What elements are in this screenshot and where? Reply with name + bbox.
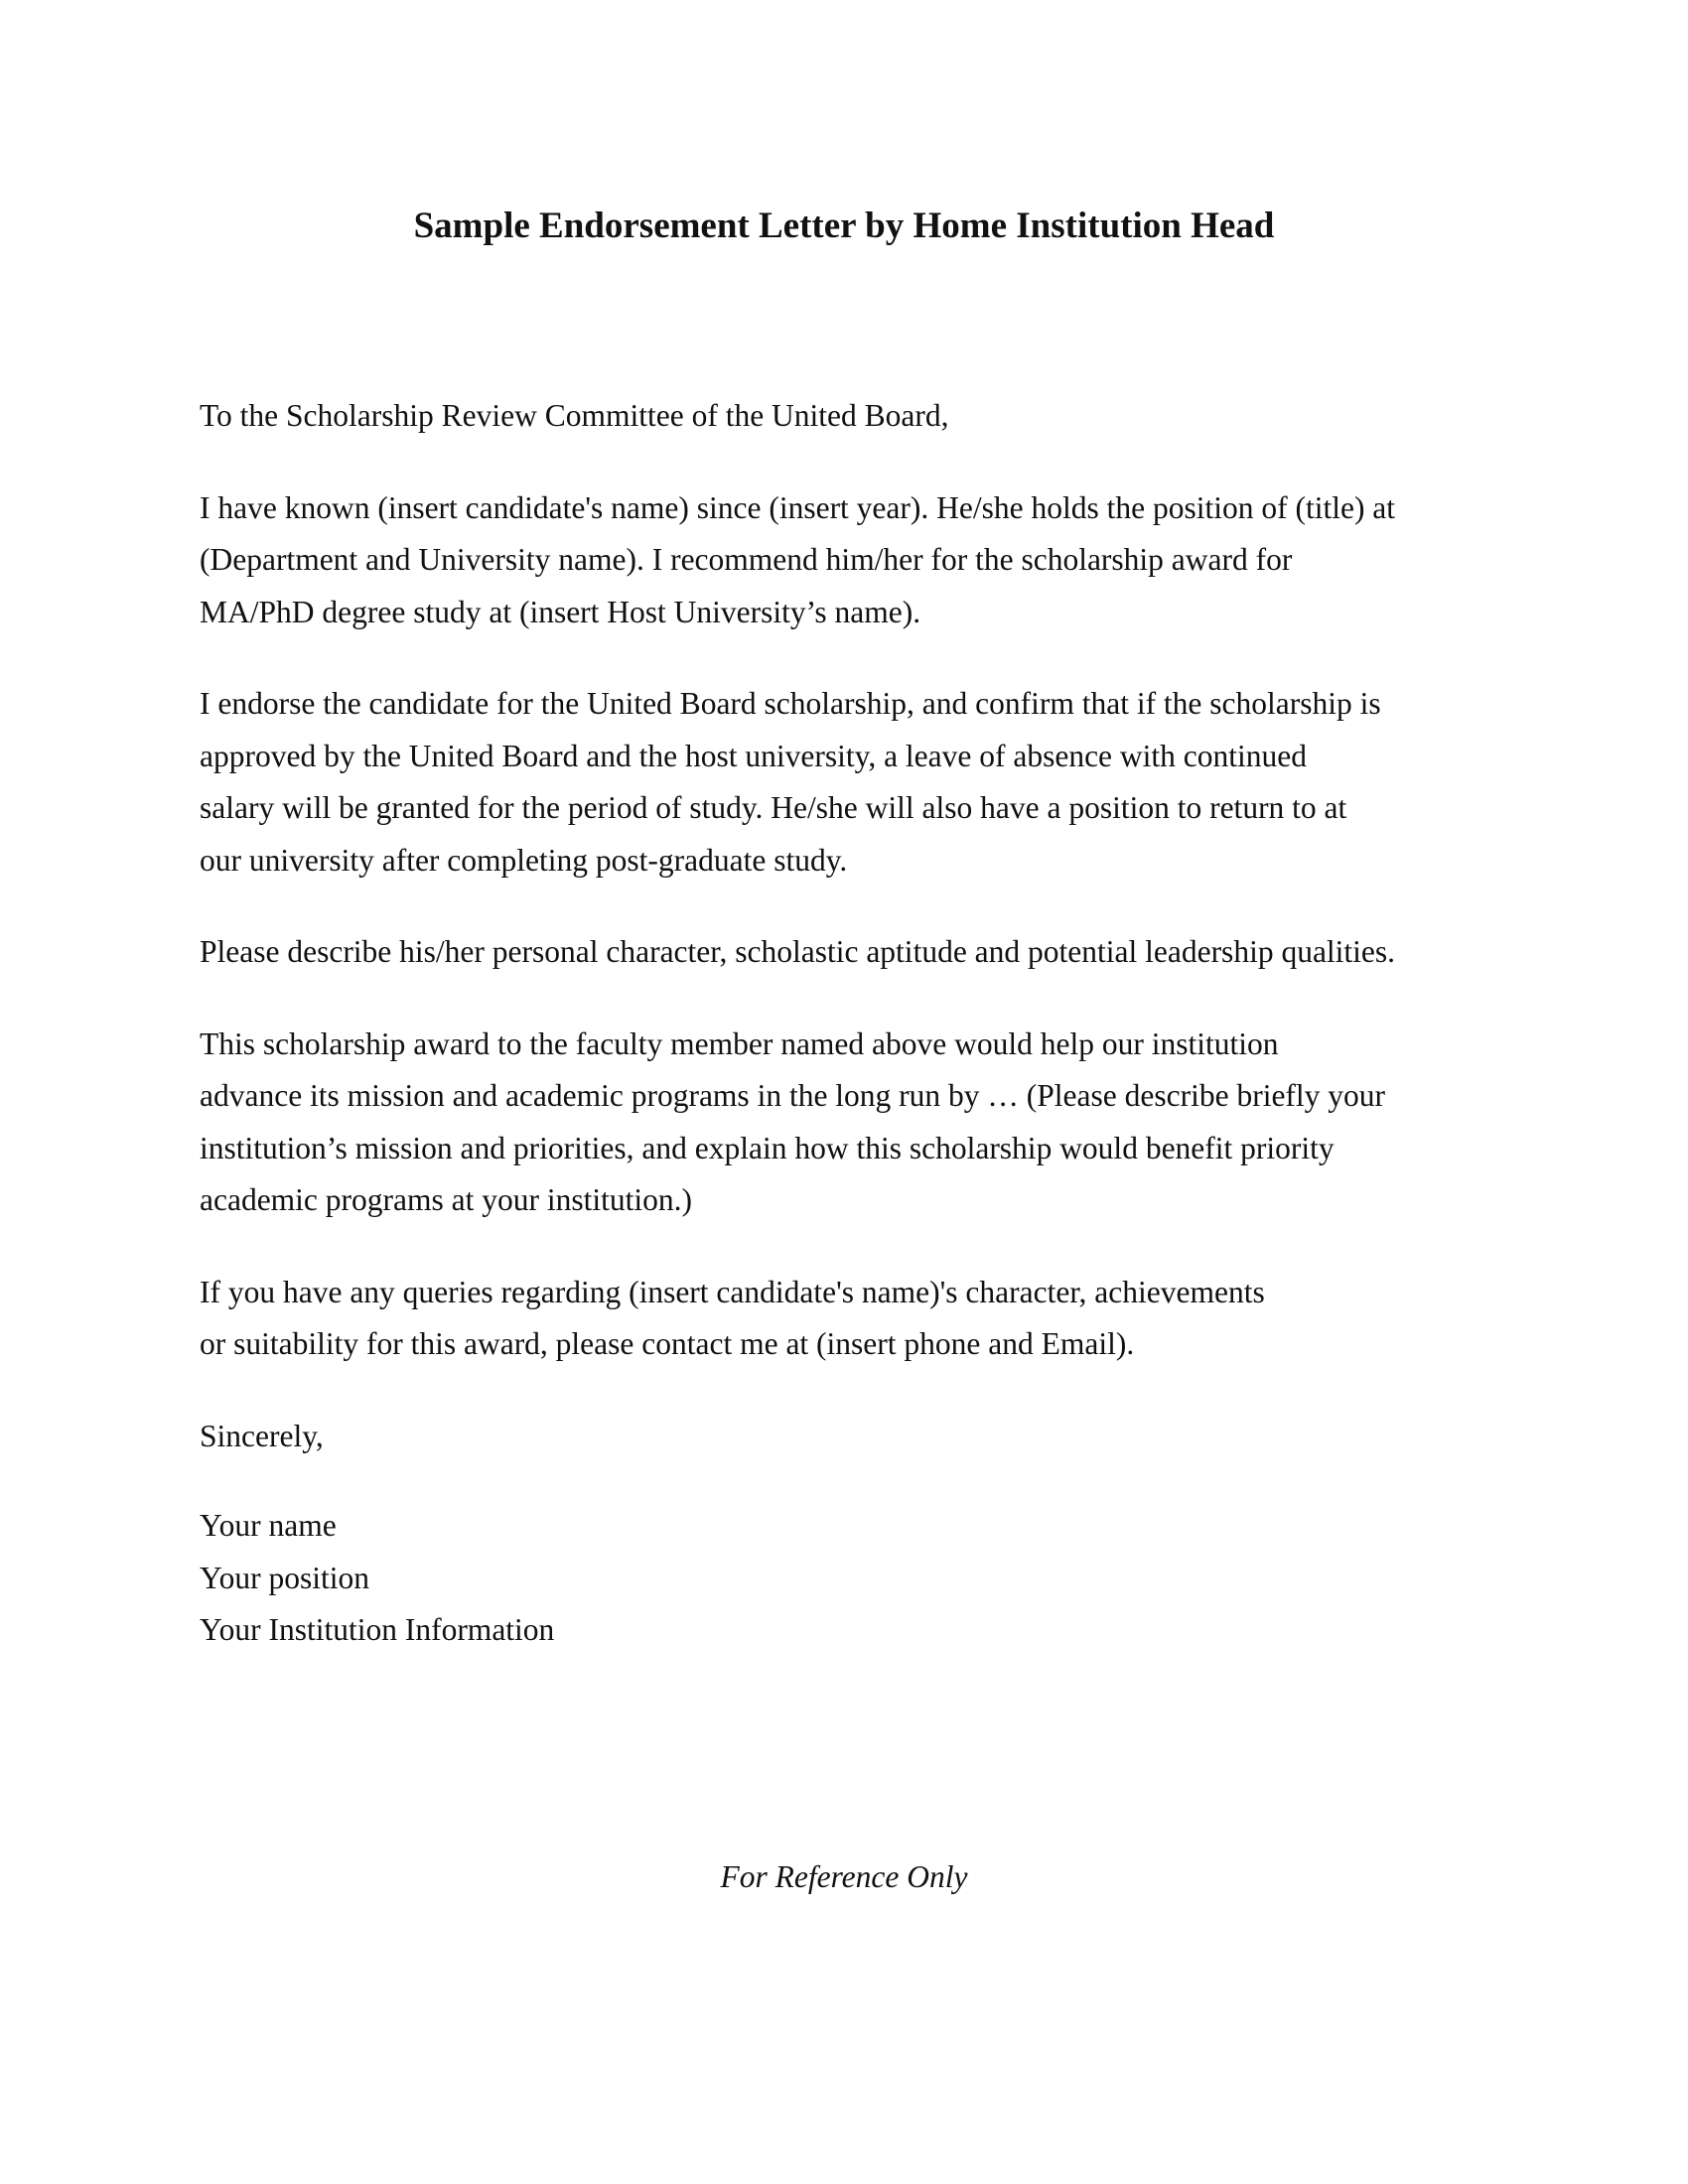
paragraph-line: advance its mission and academic programs in the long run by … (Please describe briefly your (200, 1078, 1386, 1113)
paragraph-line: MA/PhD degree study at (insert Host University’s name). (200, 594, 921, 629)
signature-name: Your name (200, 1508, 337, 1543)
paragraph-line: (Department and University name). I recommend him/her for the scholarship award for (200, 542, 1293, 577)
paragraph-line: our university after completing post-graduate study. (200, 842, 848, 878)
paragraph-line: approved by the United Board and the host university, a leave of absence with continued (200, 738, 1308, 773)
paragraph-endorsement (200, 678, 1490, 887)
paragraph-contact (200, 1267, 1490, 1371)
paragraph-line: If you have any queries regarding (insert candidate's name)'s character, achievements (200, 1274, 1265, 1309)
letter-body (200, 390, 1490, 1697)
paragraph-line: institution’s mission and priorities, and explain how this scholarship would benefit priority (200, 1130, 1335, 1165)
paragraph-mission (200, 1019, 1490, 1227)
paragraph-line: salary will be granted for the period of study. He/she will also have a position to return to at (200, 790, 1347, 825)
signature-position: Your position (200, 1560, 369, 1595)
paragraph-introduction (200, 482, 1490, 639)
paragraph-line: academic programs at your institution.) (200, 1182, 692, 1217)
paragraph-line: or suitability for this award, please contact me at (insert phone and Email). (200, 1326, 1135, 1361)
closing-line: Sincerely, (200, 1418, 324, 1453)
signature-institution: Your Institution Information (200, 1612, 555, 1647)
salutation-line: To the Scholarship Review Committee of the United Board, (200, 398, 949, 433)
paragraph-line: I have known (insert candidate's name) since (insert year). He/she holds the position of (title) at (200, 489, 1396, 525)
paragraph-line: I endorse the candidate for the United Board scholarship, and confirm that if the scholarship is (200, 686, 1381, 721)
letter-title: Sample Endorsement Letter by Home Institution Head (413, 205, 1275, 246)
reference-footer: For Reference Only (720, 1859, 968, 1894)
salutation (200, 390, 1490, 443)
paragraph-line: Please describe his/her personal character, scholastic aptitude and potential leadership qualities. (200, 934, 1396, 969)
closing (200, 1411, 1490, 1463)
paragraph-line: This scholarship award to the faculty member named above would help our institution (200, 1025, 1279, 1061)
paragraph-character (200, 926, 1490, 979)
signature-block (200, 1500, 1490, 1657)
